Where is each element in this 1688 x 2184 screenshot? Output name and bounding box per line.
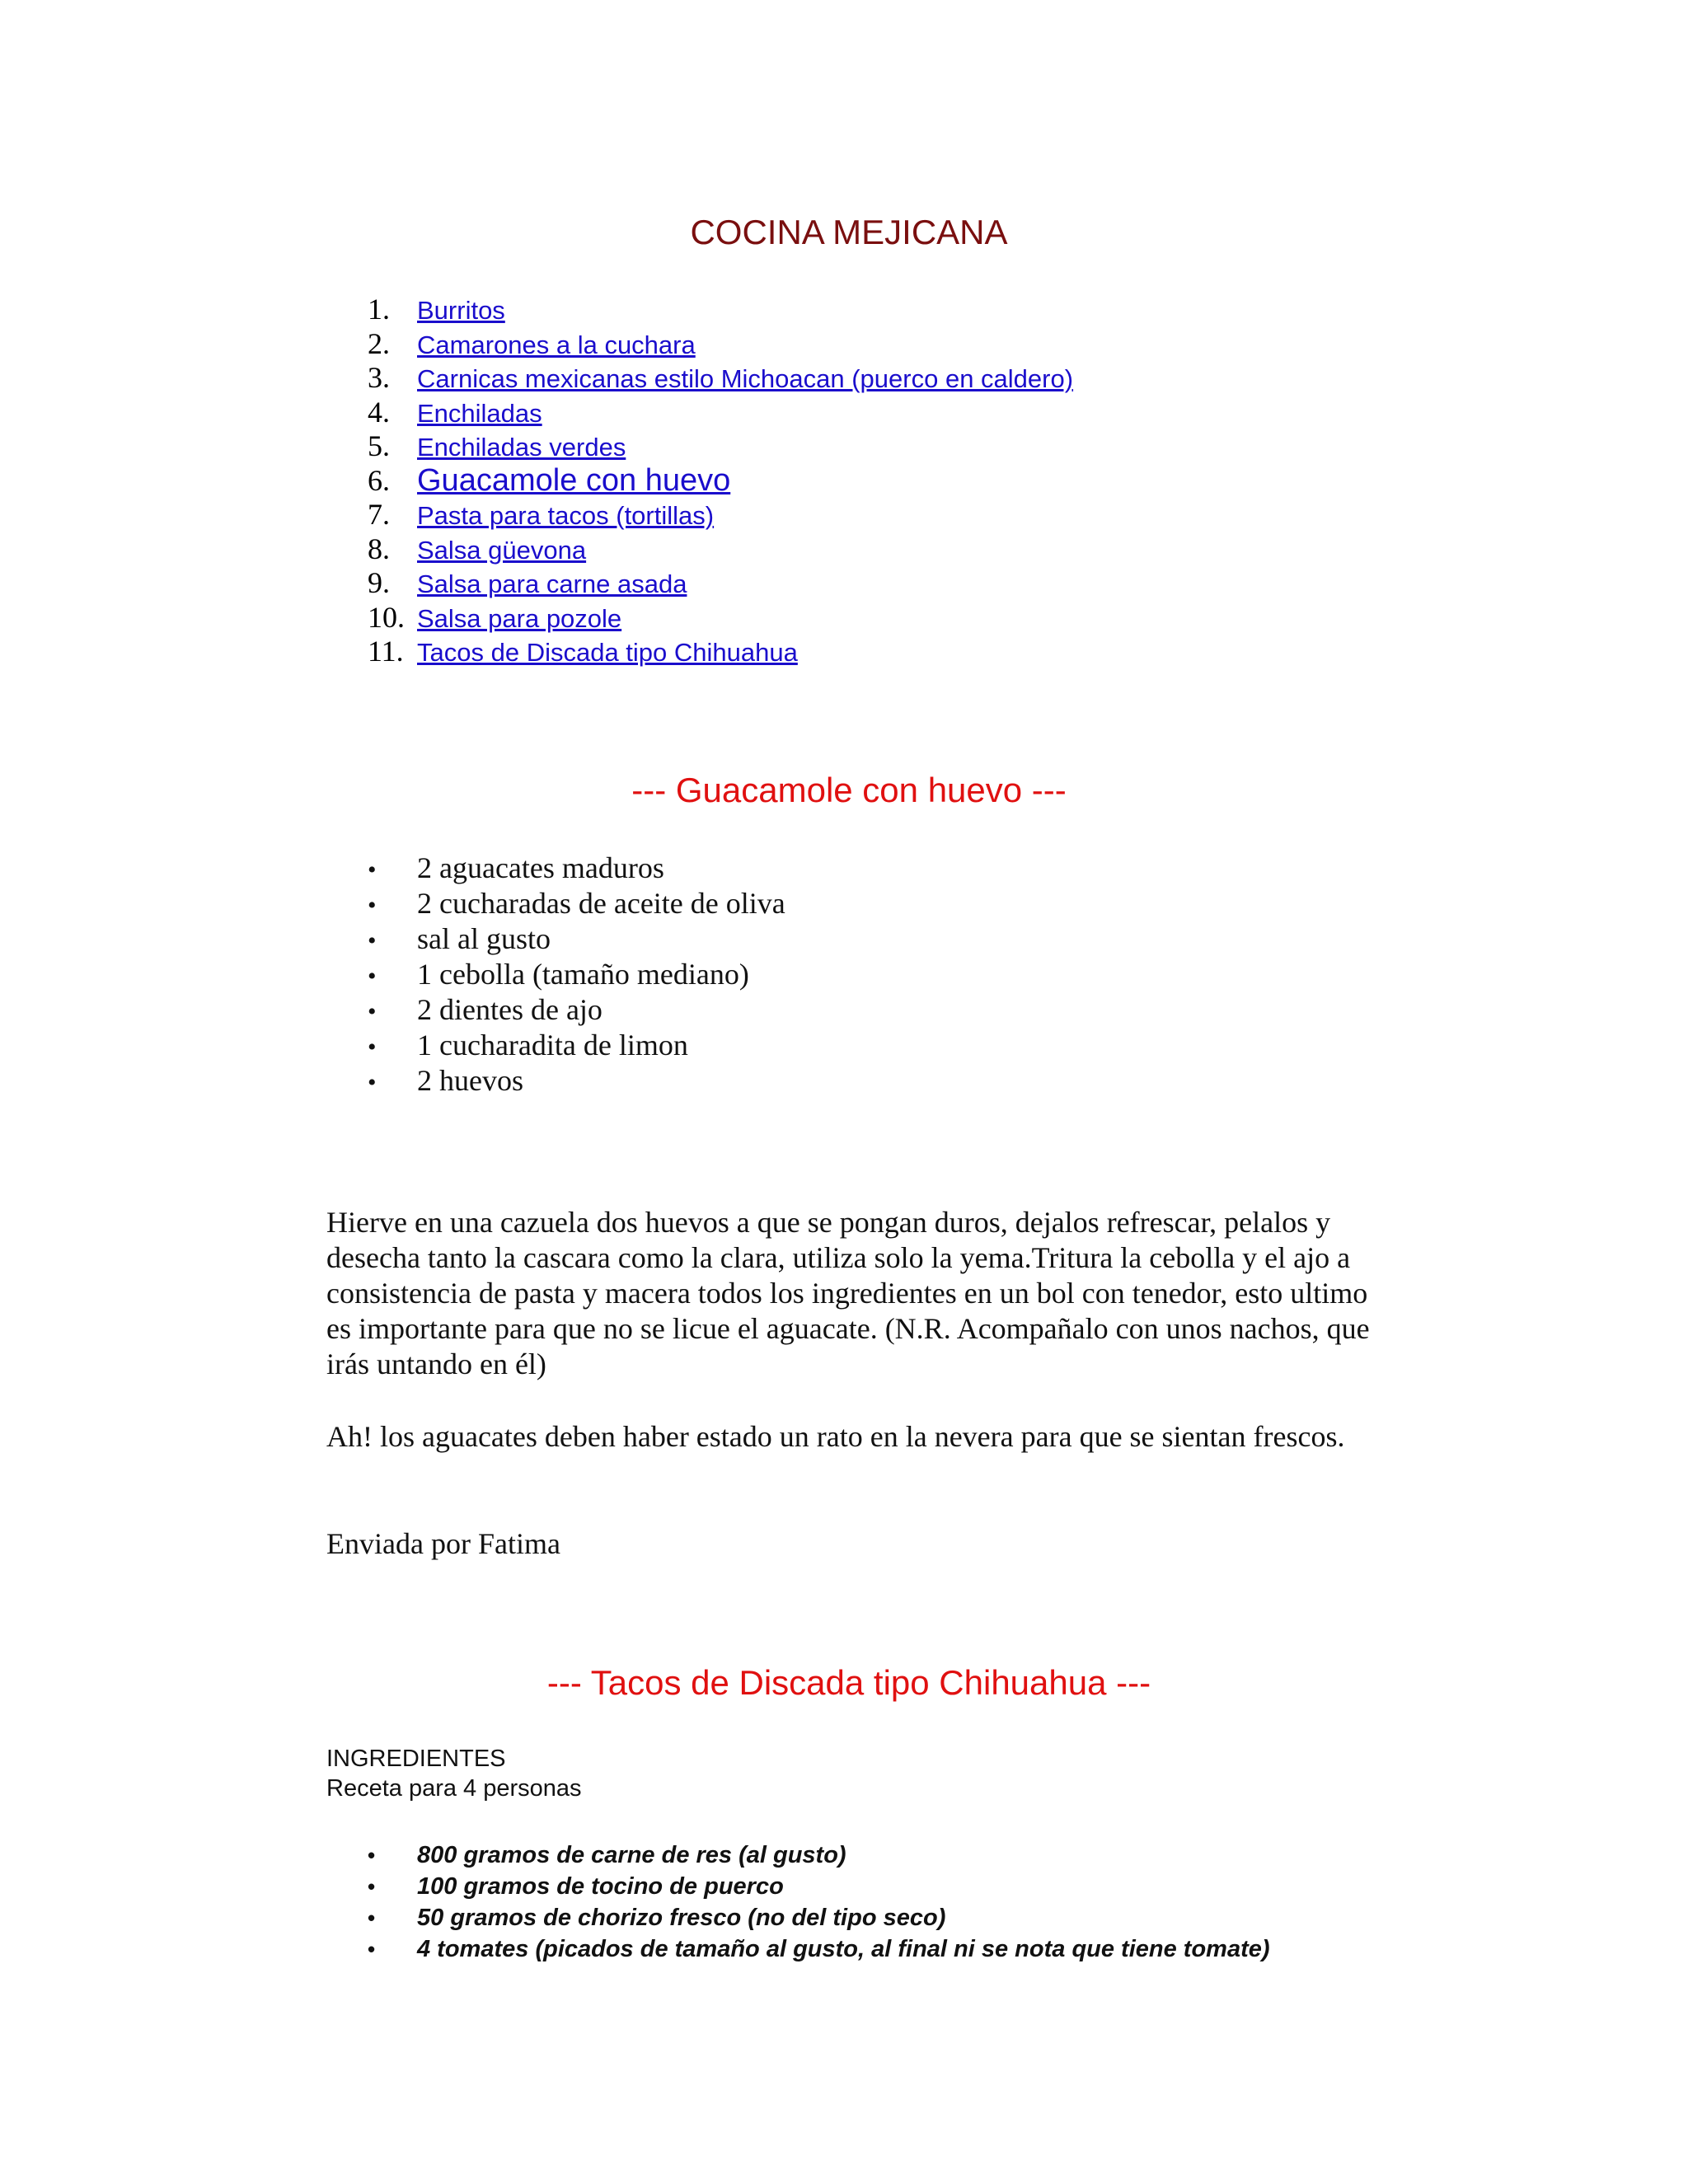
- toc-number: 3.: [368, 361, 390, 394]
- servings-text: Receta para 4 personas: [326, 1775, 582, 1802]
- toc-link-guacamole[interactable]: Guacamole con huevo: [417, 462, 731, 498]
- recipe-index: [368, 293, 1073, 669]
- ingredient-text: 2 huevos: [417, 1064, 523, 1097]
- guacamole-note: Ah! los aguacates deben haber estado un rato en la nevera para que se sientan frescos.: [326, 1420, 1345, 1453]
- toc-number: 9.: [368, 566, 390, 599]
- ingredient-item: [368, 1902, 1270, 1933]
- ingredient-item: [368, 1871, 1270, 1902]
- toc-number: 2.: [368, 326, 390, 360]
- toc-link-enchiladas-verdes[interactable]: Enchiladas verdes: [417, 433, 626, 462]
- guacamole-ingredients: [368, 851, 785, 1099]
- toc-link-salsa-pozole[interactable]: Salsa para pozole: [417, 603, 622, 633]
- bullet: •: [368, 856, 377, 883]
- ingredient-text: 4 tomates (picados de tamaño al gusto, al final ni se nota que tiene tomate): [417, 1936, 1270, 1962]
- toc-number: 10.: [368, 600, 405, 634]
- toc-number: 1.: [368, 293, 390, 326]
- ingredient-text: sal al gusto: [417, 922, 551, 955]
- bullet: •: [368, 963, 377, 990]
- bullet: •: [368, 1937, 376, 1961]
- bullet: •: [368, 892, 377, 919]
- bullet: •: [368, 1069, 377, 1096]
- recipe-sender: Enviada por Fatima: [326, 1527, 560, 1560]
- toc-item: [368, 498, 1073, 532]
- bullet: •: [368, 927, 377, 954]
- toc-link-tacos-discada[interactable]: Tacos de Discada tipo Chihuahua: [417, 638, 798, 667]
- toc-item: [368, 396, 1073, 430]
- toc-item: [368, 327, 1073, 362]
- ingredient-item: [368, 886, 785, 921]
- ingredient-item: [368, 1933, 1270, 1965]
- toc-link-enchiladas[interactable]: Enchiladas: [417, 398, 542, 428]
- ingredient-item: [368, 1063, 785, 1099]
- guacamole-instructions: Hierve en una cazuela dos huevos a que se pongan duros, dejalos refrescar, pelalos y desecha tanto la cascara como la clara, utiliza solo la yema.Tritura la cebolla y el ajo a consistencia de pasta y macera todos los ingredientes en un bol con tenedor, esto ultimo es importante para que no se licue el aguacate. (N.R. Acompañalo con unos nachos, que irás untando en él): [326, 1206, 1370, 1380]
- toc-link-camarones[interactable]: Camarones a la cuchara: [417, 330, 696, 359]
- toc-item: [368, 464, 1073, 499]
- ingredient-item: [368, 992, 785, 1028]
- toc-link-salsa-carne-asada[interactable]: Salsa para carne asada: [417, 569, 687, 598]
- toc-item: [368, 361, 1073, 396]
- page-title: COCINA MEJICANA: [690, 213, 1008, 251]
- bullet: •: [368, 1874, 376, 1899]
- ingredient-item: [368, 1840, 1270, 1871]
- bullet: •: [368, 998, 377, 1025]
- ingredient-text: 100 gramos de tocino de puerco: [417, 1873, 784, 1900]
- toc-number: 6.: [368, 463, 390, 497]
- toc-number: 11.: [368, 635, 404, 668]
- toc-number: 5.: [368, 429, 390, 462]
- ingredient-text: 1 cucharadita de limon: [417, 1029, 688, 1062]
- ingredient-item: [368, 1028, 785, 1063]
- toc-item: [368, 293, 1073, 327]
- ingredient-item: [368, 851, 785, 886]
- ingredient-text: 2 aguacates maduros: [417, 851, 664, 884]
- toc-number: 8.: [368, 532, 390, 565]
- tacos-title: --- Tacos de Discada tipo Chihuahua ---: [546, 1663, 1151, 1702]
- tacos-ingredients: [368, 1840, 1270, 1965]
- toc-number: 4.: [368, 395, 390, 429]
- ingredient-text: 1 cebolla (tamaño mediano): [417, 958, 749, 991]
- ingredients-heading: INGREDIENTES: [326, 1746, 506, 1772]
- toc-number: 7.: [368, 498, 390, 531]
- toc-item: [368, 566, 1073, 601]
- ingredient-text: 2 dientes de ajo: [417, 993, 603, 1026]
- bullet: •: [368, 1843, 376, 1868]
- ingredient-item: [368, 957, 785, 992]
- ingredient-text: 2 cucharadas de aceite de oliva: [417, 887, 785, 920]
- toc-item: [368, 532, 1073, 567]
- ingredient-text: 50 gramos de chorizo fresco (no del tipo seco): [417, 1905, 946, 1931]
- toc-item: [368, 635, 1073, 669]
- bullet: •: [368, 1905, 376, 1930]
- bullet: •: [368, 1033, 377, 1061]
- ingredient-text: 800 gramos de carne de res (al gusto): [417, 1842, 846, 1868]
- toc-link-pasta-tacos[interactable]: Pasta para tacos (tortillas): [417, 501, 715, 530]
- guacamole-title: --- Guacamole con huevo ---: [631, 771, 1067, 809]
- toc-item: [368, 429, 1073, 464]
- toc-link-burritos[interactable]: Burritos: [417, 296, 505, 325]
- toc-link-salsa-guevona[interactable]: Salsa güevona: [417, 535, 587, 565]
- ingredient-item: [368, 921, 785, 957]
- toc-item: [368, 601, 1073, 635]
- toc-link-carnicas[interactable]: Carnicas mexicanas estilo Michoacan (puerco en caldero): [417, 364, 1074, 393]
